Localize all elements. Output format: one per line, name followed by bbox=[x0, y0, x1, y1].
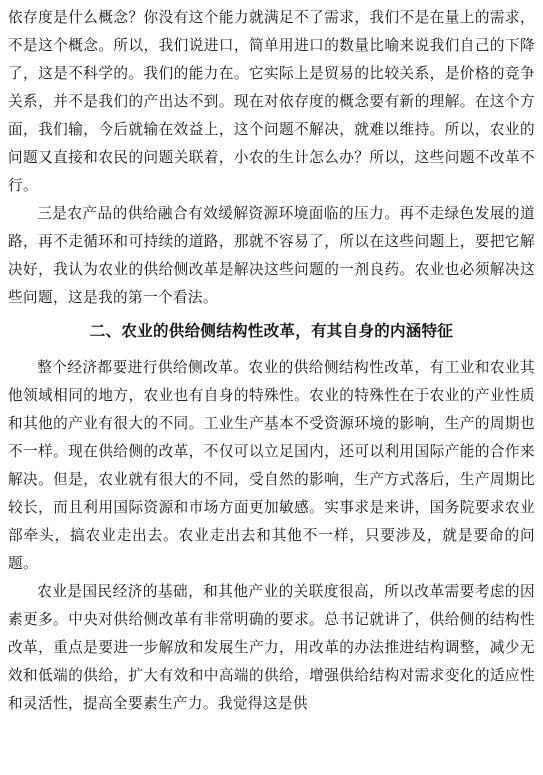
body-paragraph: 整个经济都要进行供给侧改革。农业的供给侧结构性改革，有工业和农业其他领域相同的地方，农业也有自身的特殊性。农业的特殊性在于农业的产业性质和其他的产业有很大的不同。工业生产基本不受资源环境的影响，生产的周期也不一样。现在供给侧的改革，不仅可以立足国内，还可以利用国际产能的合作来解决。但是，农业就有很大的不同，受自然的影响，生产方式落后，生产周期比较长，而且利用国际资源和市场方面更加敏感。实事求是来讲，国务院要求农业部牵头，搞农业走出去。农业走出去和其他不一样，只要涉及，就是要命的问题。 bbox=[8, 359, 535, 572]
body-paragraph: 农业是国民经济的基础，和其他产业的关联度很高，所以改革需要考虑的因素更多。中央对供给侧改革有非常明确的要求。总书记就讲了，供给侧的结构性改革，重点是要进一步解放和发展生产力，用改革的办法推进结构调整，减少无效和低端的供给，扩大有效和中高端的供给，增强供给结构对需求变化的适应性和灵活性，提高全要素生产力。我觉得这是供 bbox=[8, 583, 535, 712]
section-heading: 二、农业的供给侧结构性改革，有其自身的内涵特征 bbox=[89, 322, 454, 340]
body-paragraph: 依存度是什么概念？你没有这个能力就满足不了需求，我们不是在量上的需求，不是这个概念。所以，我们说进口，简单用进口的数量比喻来说我们自己的下降了，这是不科学的。我们的能力在。它实际上是贸易的比较关系，是价格的竞争关系，并不是我们的产出达不到。现在对依存度的概念要有新的理解。在这个方面，我们输，今后就输在效益上，这个问题不解决，就难以维持。所以，农业的问题又直接和农民的问题关联着，小农的生计怎么办？所以，这些问题不改革不行。 bbox=[8, 9, 535, 194]
body-paragraph: 三是农产品的供给融合有效缓解资源环境面临的压力。再不走绿色发展的道路，再不走循环和可持续的道路，那就不容易了，所以在这些问题上，要把它解决好，我认为农业的供给侧改革是解决这些问题的一剂良药。农业也必须解决这些问题，这是我的第一个看法。 bbox=[8, 205, 535, 306]
